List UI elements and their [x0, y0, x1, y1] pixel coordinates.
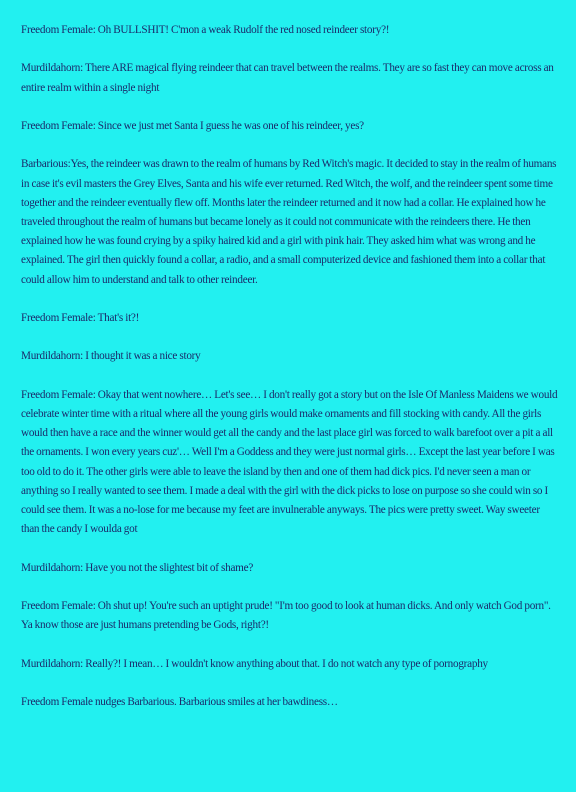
narration-line: Freedom Female nudges Barbarious. Barbarious smiles at her bawdiness…: [21, 695, 338, 708]
dialogue-line-murdildahorn: Murdildahorn: Really?! I mean… I wouldn't know anything about that. I do not watch any type of pornography: [21, 657, 488, 670]
dialogue-line-freedom-female: Freedom Female: Okay that went nowhere… Let's see… I don't really got a story but on the Isle Of Manless Maidens we would celebrate winter time with a ritual where all the young girls would make ornaments and fill stocking with candy. All the girls would then have a race and the winner would get all the candy and the last place girl was forced to walk barefoot over a pit a all the ornaments. I won every years cuz'… Well I'm a Goddess and they were just normal girls… Except the last year before I was too old to do it. The other girls were able to leave the island by then and one of them had dick pics. I'd never seen a man or anything so I really wanted to see them. I made a deal with the girl with the dick picks to lose on purpose so she could win so I could see them. It was a no-lose for me because my feet are invulnerable anyways. The pics were pretty sweet. Way sweeter than the candy I woulda got: [21, 388, 558, 536]
dialogue-line-murdildahorn: Murdildahorn: There ARE magical flying reindeer that can travel between the realms. They are so fast they can move across an entire realm within a single night: [21, 62, 554, 94]
dialogue-document: [21, 21, 559, 731]
dialogue-line-freedom-female: Freedom Female: Oh shut up! You're such an uptight prude! "I'm too good to look at human dicks. And only watch God porn". Ya know those are just humans pretending be Gods, right?!: [21, 599, 551, 632]
dialogue-line-freedom-female: Freedom Female: Since we just met Santa I guess he was one of his reindeer, yes?: [21, 119, 364, 132]
dialogue-line-freedom-female: Freedom Female: That's it?!: [21, 311, 140, 324]
dialogue-line-freedom-female: Freedom Female: Oh BULLSHIT! C'mon a weak Rudolf the red nosed reindeer story?!: [21, 24, 390, 36]
dialogue-line-murdildahorn: Murdildahorn: I thought it was a nice story: [21, 350, 201, 363]
dialogue-line-barbarious: Barbarious:Yes, the reindeer was drawn to the realm of humans by Red Witch's magic. It decided to stay in the realm of humans in case it's evil masters the Grey Elves, Santa and his wife ever returned. Red Witch, the wolf, and the reindeer spent some time together and the reindeer eventually flew off. Months later the reindeer returned and it now had a collar. He explained how he traveled throughout the realm of humans but became lonely as it could not communicate with the reindeers there. He then explained how he was found crying by a spiky haired kid and a girl with pink hair. They asked him what was wrong and he explained. The girl then quickly found a collar, a radio, and a small computerized device and fashioned them into a collar that could allow him to understand and talk to other reindeer.: [21, 158, 557, 286]
dialogue-line-murdildahorn: Murdildahorn: Have you not the slightest bit of shame?: [21, 561, 254, 574]
